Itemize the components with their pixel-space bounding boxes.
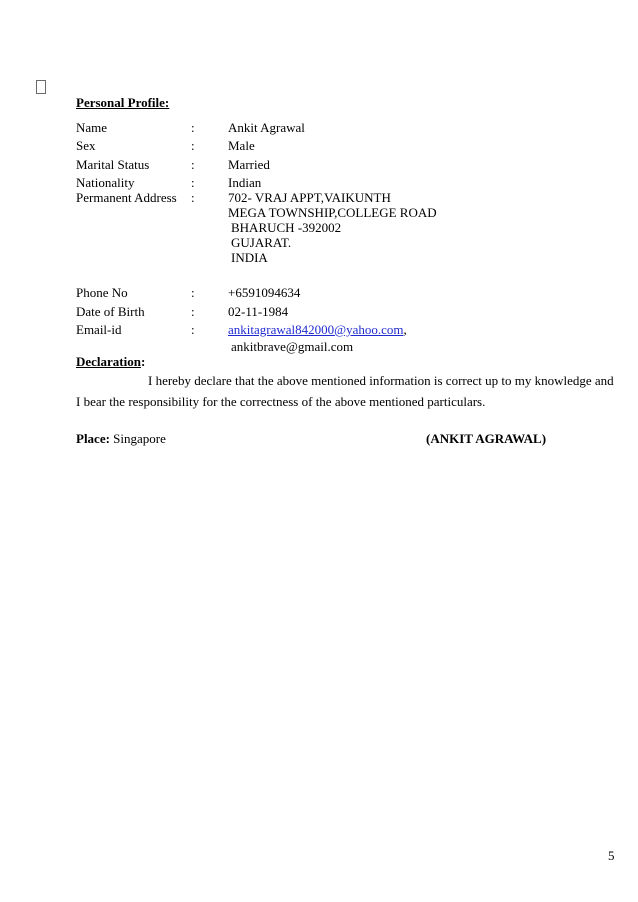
marital-status-value: Married xyxy=(228,157,270,172)
address-line: BHARUCH -392002 xyxy=(231,220,342,235)
signature-name: (ANKIT AGRAWAL) xyxy=(426,431,547,446)
email-secondary: ankitbrave@gmail.com xyxy=(231,339,354,354)
email-label: Email-id xyxy=(76,322,122,337)
name-colon: : xyxy=(191,120,195,135)
declaration-heading: Declaration xyxy=(76,354,141,369)
declaration-text-line: I hereby declare that the above mentioned information is correct up to my knowledge and xyxy=(148,373,614,388)
marital-status-colon: : xyxy=(191,157,195,172)
place-row xyxy=(76,431,166,447)
email-value-row xyxy=(228,322,407,338)
declaration-heading-suffix: : xyxy=(140,354,146,369)
dob-colon: : xyxy=(191,304,195,319)
declaration-text-line: I bear the responsibility for the correctness of the above mentioned particulars. xyxy=(76,394,486,409)
address-line: 702- VRAJ APPT,VAIKUNTH xyxy=(228,190,391,205)
dob-label: Date of Birth xyxy=(76,304,145,319)
email-primary-suffix: , xyxy=(403,322,407,337)
address-colon: : xyxy=(191,190,195,205)
phone-label: Phone No xyxy=(76,285,128,300)
declaration-heading-row xyxy=(76,354,145,370)
phone-value: +6591094634 xyxy=(228,285,301,300)
address-line: MEGA TOWNSHIP,COLLEGE ROAD xyxy=(228,205,437,220)
email-colon: : xyxy=(191,322,195,337)
nationality-label: Nationality xyxy=(76,175,135,190)
place-label: Place: xyxy=(76,431,110,446)
sex-value: Male xyxy=(228,138,255,153)
bullet-glyph-icon xyxy=(36,80,46,94)
phone-colon: : xyxy=(191,285,195,300)
name-value: Ankit Agrawal xyxy=(228,120,305,135)
address-label: Permanent Address xyxy=(76,190,177,205)
name-label: Name xyxy=(76,120,108,135)
section-title: Personal Profile: xyxy=(76,95,170,110)
address-line: GUJARAT. xyxy=(231,235,292,250)
sex-label: Sex xyxy=(76,138,96,153)
email-primary-link[interactable]: ankitagrawal842000@yahoo.com xyxy=(228,322,404,337)
marital-status-label: Marital Status xyxy=(76,157,150,172)
sex-colon: : xyxy=(191,138,195,153)
place-value: Singapore xyxy=(109,431,166,446)
address-line: INDIA xyxy=(231,250,268,265)
page-number: 5 xyxy=(608,848,615,863)
nationality-colon: : xyxy=(191,175,195,190)
dob-value: 02-11-1984 xyxy=(228,304,289,319)
nationality-value: Indian xyxy=(228,175,262,190)
